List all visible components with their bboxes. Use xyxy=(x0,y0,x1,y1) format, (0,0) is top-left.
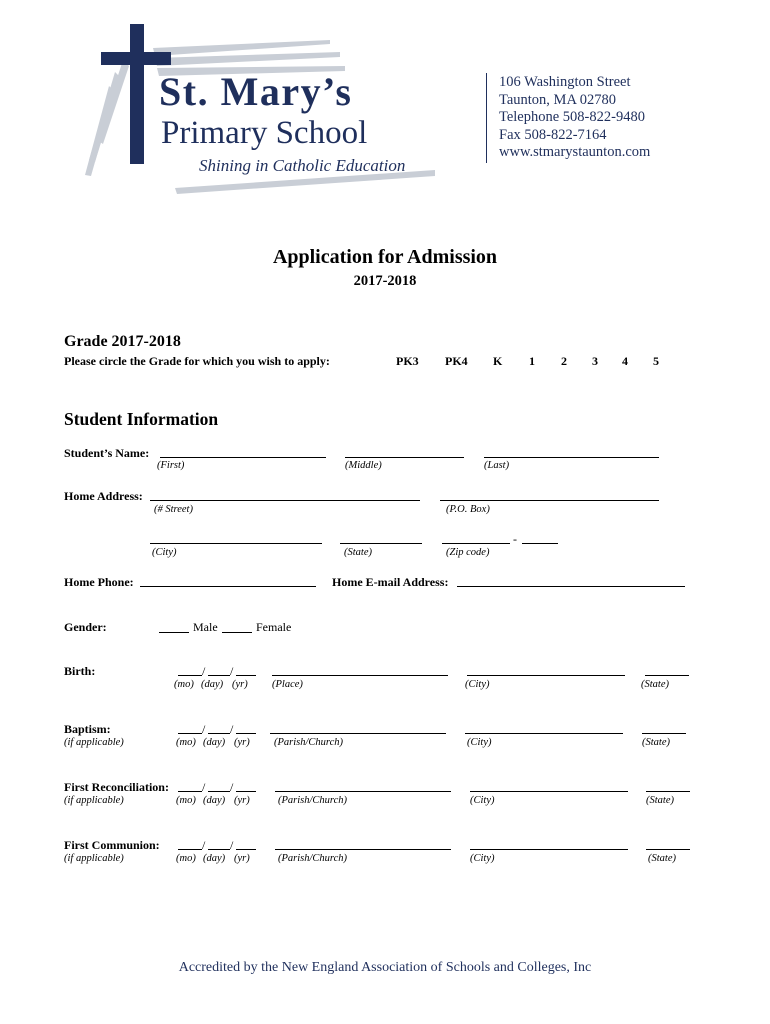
reconciliation-parish-field[interactable] xyxy=(275,791,451,792)
reconciliation-state-caption: (State) xyxy=(646,795,674,806)
city-caption: (City) xyxy=(152,547,177,558)
reconciliation-label: First Reconciliation: xyxy=(64,780,169,794)
home-address-label: Home Address: xyxy=(64,489,143,503)
state-field[interactable] xyxy=(340,543,422,544)
baptism-day-blank[interactable] xyxy=(208,733,230,734)
contact-city: Taunton, MA 02780 xyxy=(499,91,616,108)
birth-slash-1: / xyxy=(202,664,206,678)
street-field[interactable] xyxy=(150,500,420,501)
grade-option-5[interactable]: 5 xyxy=(653,354,659,368)
baptism-year-blank[interactable] xyxy=(236,733,256,734)
contact-fax: Fax 508-822-7164 xyxy=(499,126,607,143)
communion-date-field[interactable] xyxy=(178,838,254,850)
communion-day-blank[interactable] xyxy=(208,849,230,850)
female-label: Female xyxy=(256,620,292,634)
contact-street: 106 Washington Street xyxy=(499,74,631,90)
reconciliation-day-blank[interactable] xyxy=(208,791,230,792)
communion-state-field[interactable] xyxy=(646,849,690,850)
logo-tagline: Shining in Catholic Education xyxy=(199,156,406,175)
baptism-date-field[interactable] xyxy=(178,722,254,734)
zip-dash: - xyxy=(513,532,517,546)
home-phone-field[interactable] xyxy=(140,586,316,587)
communion-if-applicable: (if applicable) xyxy=(64,853,124,864)
po-box-caption: (P.O. Box) xyxy=(446,504,490,515)
birth-city-caption: (City) xyxy=(465,679,490,690)
birth-city-field[interactable] xyxy=(467,675,625,676)
baptism-if-applicable: (if applicable) xyxy=(64,737,124,748)
contact-block xyxy=(499,74,650,162)
birth-month-blank[interactable] xyxy=(178,675,202,676)
grade-instruction: Please circle the Grade for which you wish to apply: xyxy=(64,354,330,368)
first-name-field[interactable] xyxy=(160,457,326,458)
logo-name: St. Mary’s xyxy=(159,69,353,114)
zip-caption: (Zip code) xyxy=(446,547,490,558)
grade-option-pk3[interactable]: PK3 xyxy=(396,354,419,368)
birth-place-field[interactable] xyxy=(272,675,448,676)
baptism-parish-caption: (Parish/Church) xyxy=(274,737,344,748)
baptism-slash-2: / xyxy=(230,722,234,736)
reconciliation-if-applicable: (if applicable) xyxy=(64,795,124,806)
communion-slash-2: / xyxy=(230,838,234,852)
birth-state-caption: (State) xyxy=(641,679,669,690)
baptism-state-field[interactable] xyxy=(642,733,686,734)
middle-name-caption: (Middle) xyxy=(345,460,382,471)
communion-parish-field[interactable] xyxy=(275,849,451,850)
baptism-month-blank[interactable] xyxy=(178,733,202,734)
home-phone-label: Home Phone: xyxy=(64,575,134,589)
communion-city-caption: (City) xyxy=(470,853,495,864)
home-email-label: Home E-mail Address: xyxy=(332,575,449,589)
baptism-slash-1: / xyxy=(202,722,206,736)
reconciliation-day-caption: (day) xyxy=(203,795,226,806)
middle-name-field[interactable] xyxy=(345,457,464,458)
logo-school: Primary School xyxy=(161,115,368,151)
student-section-heading: Student Information xyxy=(64,409,219,429)
accreditation-footer: Accredited by the New England Association of Schools and Colleges, Inc xyxy=(178,960,592,975)
reconciliation-state-field[interactable] xyxy=(646,791,690,792)
zip-ext-field[interactable] xyxy=(522,543,558,544)
school-logo xyxy=(75,20,455,195)
baptism-city-caption: (City) xyxy=(467,737,492,748)
birth-yr-caption: (yr) xyxy=(232,679,248,690)
grade-option-1[interactable]: 1 xyxy=(529,354,535,368)
birth-slash-2: / xyxy=(230,664,234,678)
reconciliation-mo-caption: (mo) xyxy=(176,795,196,806)
grade-option-3[interactable]: 3 xyxy=(592,354,598,368)
grade-heading: Grade 2017-2018 xyxy=(64,333,181,350)
communion-state-caption: (State) xyxy=(648,853,676,864)
state-caption: (State) xyxy=(344,547,372,558)
baptism-parish-field[interactable] xyxy=(270,733,446,734)
page-year: 2017-2018 xyxy=(353,273,417,289)
first-name-caption: (First) xyxy=(157,460,185,471)
reconciliation-city-caption: (City) xyxy=(470,795,495,806)
baptism-day-caption: (day) xyxy=(203,737,226,748)
po-box-field[interactable] xyxy=(440,500,659,501)
baptism-mo-caption: (mo) xyxy=(176,737,196,748)
reconciliation-year-blank[interactable] xyxy=(236,791,256,792)
zip-field[interactable] xyxy=(442,543,510,544)
home-email-field[interactable] xyxy=(457,586,685,587)
communion-label: First Communion: xyxy=(64,838,160,852)
last-name-caption: (Last) xyxy=(484,460,510,471)
gender-label: Gender: xyxy=(64,620,107,634)
last-name-field[interactable] xyxy=(484,457,659,458)
communion-mo-caption: (mo) xyxy=(176,853,196,864)
birth-state-field[interactable] xyxy=(645,675,689,676)
birth-day-blank[interactable] xyxy=(208,675,230,676)
birth-label: Birth: xyxy=(64,664,96,678)
reconciliation-yr-caption: (yr) xyxy=(234,795,250,806)
reconciliation-parish-caption: (Parish/Church) xyxy=(278,795,348,806)
grade-option-pk4[interactable]: PK4 xyxy=(445,354,468,368)
communion-day-caption: (day) xyxy=(203,853,226,864)
street-caption: (# Street) xyxy=(154,504,193,515)
communion-month-blank[interactable] xyxy=(178,849,202,850)
baptism-label: Baptism: xyxy=(64,722,111,736)
contact-divider xyxy=(486,73,487,163)
communion-yr-caption: (yr) xyxy=(234,853,250,864)
birth-year-blank[interactable] xyxy=(236,675,256,676)
page-title: Application for Admission xyxy=(272,246,498,268)
baptism-yr-caption: (yr) xyxy=(234,737,250,748)
contact-phone: Telephone 508-822-9480 xyxy=(499,109,645,126)
male-blank[interactable] xyxy=(159,632,189,633)
reconciliation-slash-2: / xyxy=(230,780,234,794)
student-name-label: Student’s Name: xyxy=(64,446,150,460)
birth-mo-caption: (mo) xyxy=(174,679,194,690)
city-field[interactable] xyxy=(150,543,322,544)
reconciliation-city-field[interactable] xyxy=(470,791,628,792)
reconciliation-month-blank[interactable] xyxy=(178,791,202,792)
reconciliation-slash-1: / xyxy=(202,780,206,794)
communion-city-field[interactable] xyxy=(470,849,628,850)
baptism-state-caption: (State) xyxy=(642,737,670,748)
birth-place-caption: (Place) xyxy=(272,679,303,690)
communion-parish-caption: (Parish/Church) xyxy=(278,853,348,864)
grade-option-2[interactable]: 2 xyxy=(561,354,567,368)
communion-slash-1: / xyxy=(202,838,206,852)
reconciliation-date-field[interactable] xyxy=(178,780,254,792)
communion-year-blank[interactable] xyxy=(236,849,256,850)
birth-day-caption: (day) xyxy=(201,679,224,690)
baptism-city-field[interactable] xyxy=(465,733,623,734)
female-blank[interactable] xyxy=(222,632,252,633)
grade-option-4[interactable]: 4 xyxy=(622,354,628,368)
male-label: Male xyxy=(193,620,218,634)
birth-date-field[interactable] xyxy=(178,664,254,676)
grade-option-k[interactable]: K xyxy=(493,354,503,368)
contact-website[interactable]: www.stmarystaunton.com xyxy=(499,144,651,161)
